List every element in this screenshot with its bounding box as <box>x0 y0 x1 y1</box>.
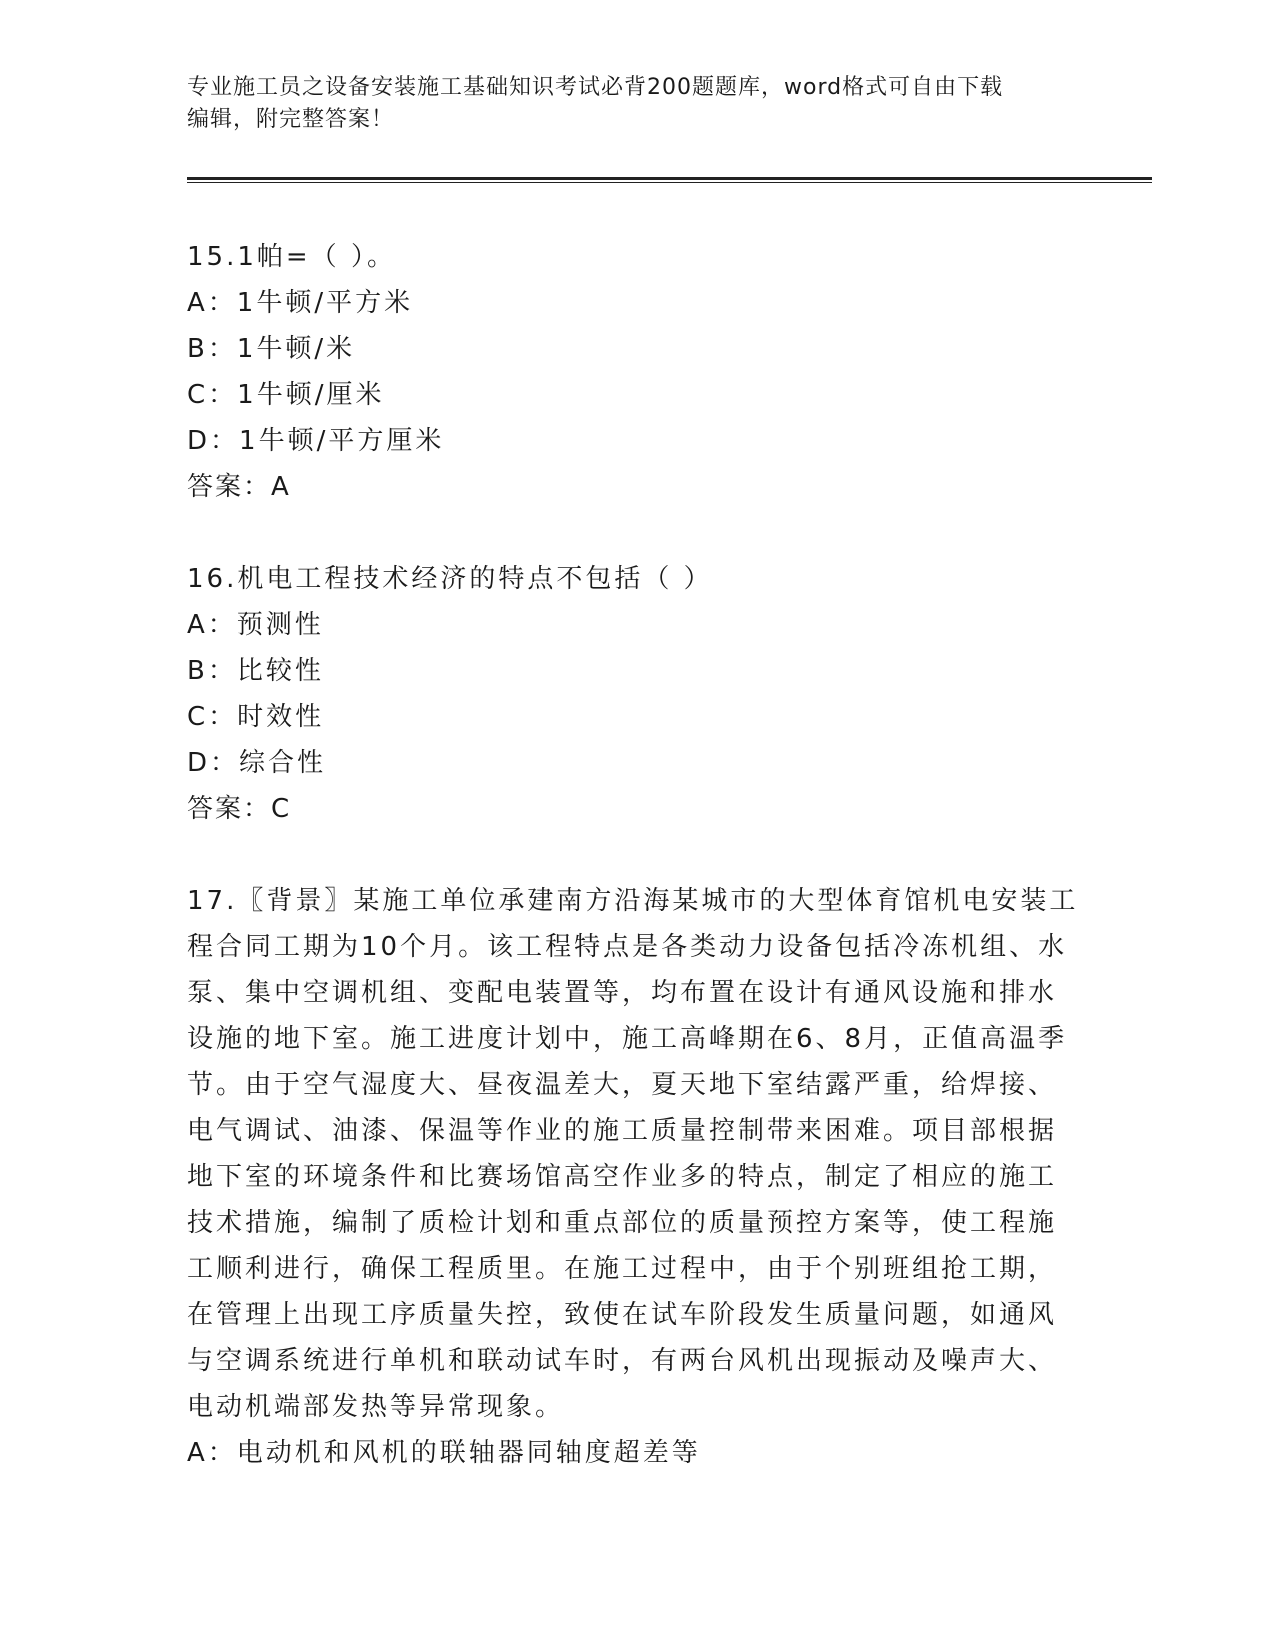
question-stem: 16.机电工程技术经济的特点不包括（ ） <box>187 564 713 594</box>
option-b: B：1牛顿/米 <box>187 334 356 364</box>
question-17 <box>187 878 1087 1476</box>
question-stem-line: 程合同工期为10个月。该工程特点是各类动力设备包括冷冻机组、水 <box>187 932 1068 962</box>
option-a: A：预测性 <box>187 610 324 640</box>
question-stem-line: 电动机端部发热等异常现象。 <box>187 1392 565 1422</box>
question-stem-line: 电气调试、油漆、保温等作业的施工质量控制带来困难。项目部根据 <box>187 1116 1058 1146</box>
option-a: A：电动机和风机的联轴器同轴度超差等 <box>187 1438 701 1468</box>
question-stem-line: 在管理上出现工序质量失控，致使在试车阶段发生质量问题，如通风 <box>187 1300 1058 1330</box>
question-stem-line: 技术措施，编制了质检计划和重点部位的质量预控方案等，使工程施 <box>187 1208 1058 1238</box>
question-stem-line: 地下室的环境条件和比赛场馆高空作业多的特点，制定了相应的施工 <box>187 1162 1058 1192</box>
option-c: C：时效性 <box>187 702 325 732</box>
header-divider-thin <box>187 182 1152 183</box>
question-list <box>187 234 1087 1476</box>
question-stem: 15.1帕=（ ）。 <box>187 242 396 272</box>
question-stem-line: 泵、集中空调机组、变配电装置等，均布置在设计有通风设施和排水 <box>187 978 1058 1008</box>
question-stem-line: 与空调系统进行单机和联动试车时，有两台风机出现振动及噪声大、 <box>187 1346 1058 1376</box>
question-15 <box>187 234 1087 510</box>
question-stem-line: 设施的地下室。施工进度计划中，施工高峰期在6、8月，正值高温季 <box>187 1024 1068 1054</box>
answer-line: 答案：A <box>187 472 291 502</box>
header-line-1: 专业施工员之设备安装施工基础知识考试必背200题题库，word格式可自由下载 <box>187 75 1004 100</box>
option-d: D：综合性 <box>187 748 327 778</box>
header-divider-thick <box>187 177 1152 180</box>
question-stem-line: 工顺利进行，确保工程质里。在施工过程中，由于个别班组抢工期， <box>187 1254 1058 1284</box>
question-stem-line: 17.〖背景〗某施工单位承建南方沿海某城市的大型体育馆机电安装工 <box>187 886 1079 916</box>
option-d: D：1牛顿/平方厘米 <box>187 426 445 456</box>
answer-line: 答案：C <box>187 794 292 824</box>
option-b: B：比较性 <box>187 656 324 686</box>
option-c: C：1牛顿/厘米 <box>187 380 385 410</box>
header-line-2: 编辑，附完整答案！ <box>187 107 395 132</box>
question-stem-line: 节。由于空气湿度大、昼夜温差大，夏天地下室结露严重，给焊接、 <box>187 1070 1058 1100</box>
document-header <box>187 72 1087 136</box>
question-16 <box>187 556 1087 832</box>
option-a: A：1牛顿/平方米 <box>187 288 414 318</box>
